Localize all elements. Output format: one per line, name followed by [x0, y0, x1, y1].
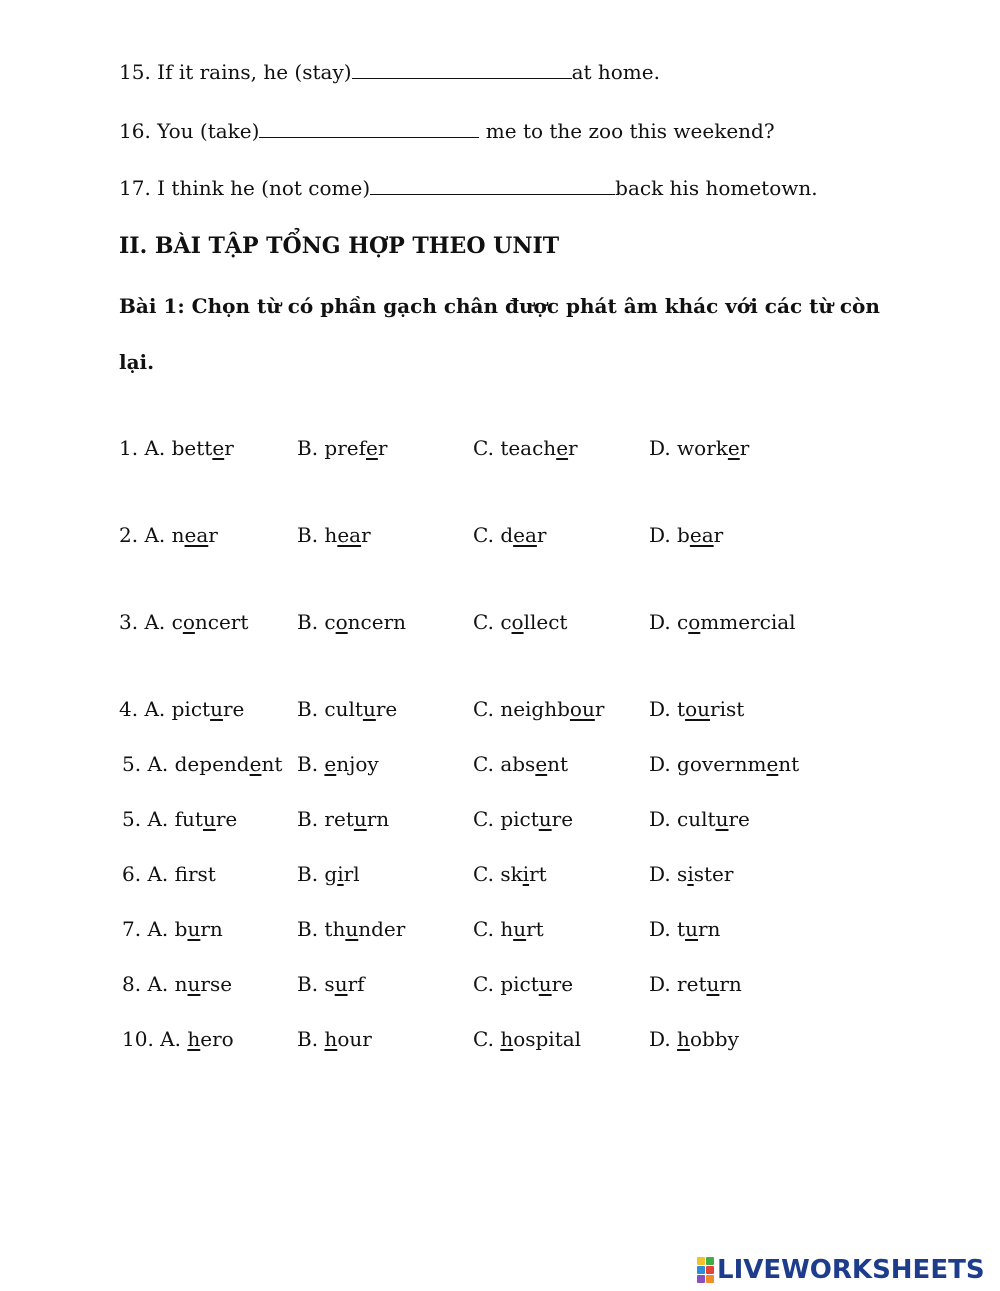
question-number: 2. [119, 523, 139, 547]
task-instruction-line1: Bài 1: Chọn từ có phần gạch chân được phát âm khác với các từ còn [119, 294, 880, 318]
word-part: abs [500, 752, 536, 776]
word-part: rt [526, 917, 544, 941]
word-part: nt [547, 752, 569, 776]
option-a[interactable] [122, 1027, 234, 1051]
option-a[interactable] [122, 862, 216, 886]
logo-square [697, 1257, 705, 1265]
option-label: A. [144, 436, 166, 460]
word-part: rst [187, 862, 216, 886]
word-part: rse [200, 972, 233, 996]
option-label: D. [649, 972, 671, 996]
option-b[interactable] [297, 807, 389, 831]
word-part: b [174, 917, 188, 941]
word-part: obby [689, 1027, 739, 1051]
underlined-part: u [706, 972, 720, 996]
word-part: depend [174, 752, 250, 776]
word-part: pict [171, 697, 211, 721]
underlined-part: u [685, 917, 698, 941]
word-part: re [215, 807, 238, 831]
word-part: re [375, 697, 398, 721]
answer-blank[interactable] [259, 121, 479, 138]
underlined-part: h [500, 1027, 514, 1051]
underlined-part: u [538, 807, 552, 831]
question-number: 7. [122, 917, 142, 941]
word-part: s [324, 972, 335, 996]
option-d[interactable] [649, 972, 742, 996]
question-row [0, 697, 1000, 727]
word-part: pict [500, 972, 539, 996]
option-label: B. [297, 862, 319, 886]
underlined-part: u [210, 697, 223, 721]
underlined-part: e [249, 752, 262, 776]
underlined-part: u [187, 972, 201, 996]
option-b[interactable] [297, 917, 405, 941]
option-a[interactable] [122, 752, 282, 776]
logo-square [706, 1275, 714, 1283]
option-label: D. [649, 610, 671, 634]
underlined-part: i [687, 862, 694, 886]
option-label: D. [649, 523, 671, 547]
underlined-part: u [353, 807, 367, 831]
word-part: rt [529, 862, 547, 886]
word-part: llect [523, 610, 568, 634]
word-part: g [324, 862, 338, 886]
option-label: A. [147, 752, 169, 776]
question-text-after: at home. [571, 60, 660, 84]
question-text-after: back his hometown. [615, 176, 818, 200]
option-a[interactable] [119, 610, 248, 634]
option-c[interactable] [473, 752, 568, 776]
option-d[interactable] [649, 752, 799, 776]
question-row [0, 610, 1000, 640]
option-label: A. [147, 972, 169, 996]
word-part: f [174, 862, 188, 886]
option-b[interactable] [297, 436, 387, 460]
underlined-part: e [727, 436, 740, 460]
underlined-part: o [688, 610, 701, 634]
option-d[interactable] [649, 697, 744, 721]
word-part: rl [343, 862, 360, 886]
word-part: njoy [336, 752, 379, 776]
word-part: fut [174, 807, 203, 831]
option-label: C. [473, 972, 494, 996]
option-a[interactable] [122, 807, 237, 831]
liveworksheets-logo [697, 1254, 985, 1286]
underlined-part: ou [569, 697, 595, 721]
underlined-part: u [202, 807, 216, 831]
option-b[interactable] [297, 862, 360, 886]
word-part: r [568, 436, 578, 460]
option-c[interactable] [473, 972, 573, 996]
word-part: cult [677, 807, 716, 831]
option-label: A. [144, 610, 166, 634]
option-label: A. [144, 697, 166, 721]
option-b[interactable] [297, 697, 397, 721]
option-label: A. [160, 1027, 181, 1051]
option-label: D. [649, 1027, 671, 1051]
word-part: r [713, 523, 724, 547]
word-part: re [222, 697, 245, 721]
question-row [0, 862, 1000, 892]
option-label: D. [649, 862, 671, 886]
option-label: B. [297, 610, 319, 634]
word-part: r [377, 436, 388, 460]
word-part: mmercial [700, 610, 796, 634]
logo-square [706, 1266, 714, 1274]
word-part: pict [500, 807, 539, 831]
word-part: pref [324, 436, 367, 460]
option-label: B. [297, 523, 319, 547]
word-part: our [337, 1027, 372, 1051]
word-part: ero [200, 1027, 234, 1051]
word-part: rf [347, 972, 365, 996]
word-part: teach [500, 436, 557, 460]
question-17 [119, 176, 818, 200]
option-label: A. [147, 917, 169, 941]
word-part: r [208, 523, 218, 547]
word-part: bett [171, 436, 213, 460]
option-d[interactable] [649, 862, 733, 886]
word-part: work [677, 436, 728, 460]
option-a[interactable] [119, 697, 244, 721]
underlined-part: h [324, 1027, 338, 1051]
option-label: B. [297, 436, 319, 460]
option-label: B. [297, 1027, 319, 1051]
word-part: nder [358, 917, 406, 941]
word-part: cult [324, 697, 363, 721]
option-label: C. [473, 862, 494, 886]
question-number: 8. [122, 972, 142, 996]
word-part: c [324, 610, 336, 634]
option-label: B. [297, 697, 319, 721]
section-title: II. BÀI TẬP TỔNG HỢP THEO UNIT [119, 233, 560, 259]
word-part: rn [366, 807, 390, 831]
option-label: B. [297, 752, 319, 776]
underlined-part: e [535, 752, 548, 776]
underlined-part: ea [337, 523, 362, 547]
question-row [0, 436, 1000, 466]
option-label: D. [649, 697, 671, 721]
answer-blank[interactable] [352, 62, 572, 79]
option-c[interactable] [473, 697, 604, 721]
option-label: B. [297, 807, 319, 831]
option-label: B. [297, 972, 319, 996]
option-label: C. [473, 697, 494, 721]
word-part: ret [324, 807, 354, 831]
underlined-part: u [538, 972, 552, 996]
option-d[interactable] [649, 807, 750, 831]
option-c[interactable] [473, 436, 578, 460]
underlined-part: i [522, 862, 530, 886]
logo-square [697, 1275, 705, 1283]
option-label: C. [473, 1027, 494, 1051]
word-part: sk [500, 862, 523, 886]
option-label: A. [147, 807, 169, 831]
word-part: t [677, 697, 686, 721]
option-label: C. [473, 752, 494, 776]
option-c[interactable] [473, 862, 547, 886]
logo-square [697, 1266, 705, 1274]
word-part: r [739, 436, 750, 460]
option-c[interactable] [473, 610, 567, 634]
underlined-part: i [337, 862, 344, 886]
underlined-part: u [715, 807, 729, 831]
word-part: ster [693, 862, 734, 886]
question-number: 10. [122, 1027, 154, 1051]
option-d[interactable] [649, 917, 720, 941]
underlined-part: u [345, 917, 359, 941]
question-row [0, 752, 1000, 782]
question-text-after: me to the zoo this weekend? [479, 119, 775, 143]
option-label: C. [473, 610, 494, 634]
word-part: r [536, 523, 547, 547]
underlined-part: u [362, 697, 376, 721]
task-instruction-line2: lại. [119, 350, 155, 374]
option-c[interactable] [473, 807, 573, 831]
underlined-part: ea [513, 523, 537, 547]
option-c[interactable] [473, 917, 544, 941]
word-part: re [728, 807, 750, 831]
question-number: 5. [122, 807, 142, 831]
underlined-part: e [366, 436, 378, 460]
underlined-part: u [334, 972, 348, 996]
underlined-part: ea [689, 523, 714, 547]
word-part: th [324, 917, 346, 941]
word-part: c [500, 610, 512, 634]
question-number: 3. [119, 610, 139, 634]
underlined-part: h [187, 1027, 201, 1051]
option-b[interactable] [297, 752, 379, 776]
underlined-part: o [182, 610, 195, 634]
word-part: re [551, 807, 574, 831]
option-d[interactable] [649, 610, 796, 634]
word-part: h [324, 523, 338, 547]
word-part: rist [710, 697, 745, 721]
option-a[interactable] [122, 917, 223, 941]
question-row [0, 523, 1000, 553]
word-part: neighb [500, 697, 570, 721]
question-number: 4. [119, 697, 139, 721]
word-part: r [224, 436, 234, 460]
option-a[interactable] [122, 972, 232, 996]
underlined-part: h [677, 1027, 690, 1051]
question-15 [119, 60, 660, 84]
word-part: s [677, 862, 688, 886]
logo-text: LIVEWORKSHEETS [717, 1255, 985, 1285]
question-row [0, 917, 1000, 947]
underlined-part: o [511, 610, 524, 634]
question-text: 17. I think he (not come) [119, 176, 371, 200]
word-part: ret [677, 972, 707, 996]
option-label: A. [147, 862, 169, 886]
option-label: C. [473, 436, 494, 460]
word-part: nt [778, 752, 800, 776]
word-part: rn [697, 917, 721, 941]
option-c[interactable] [473, 1027, 581, 1051]
underlined-part: e [766, 752, 779, 776]
word-part: r [361, 523, 371, 547]
option-b[interactable] [297, 523, 371, 547]
option-d[interactable] [649, 1027, 739, 1051]
underlined-part: e [556, 436, 569, 460]
word-part: ncert [194, 610, 249, 634]
underlined-part: e [212, 436, 225, 460]
word-part: d [500, 523, 514, 547]
question-row [0, 1027, 1000, 1057]
option-c[interactable] [473, 523, 546, 547]
question-row [0, 807, 1000, 837]
option-label: D. [649, 807, 671, 831]
option-label: D. [649, 917, 671, 941]
word-part: c [677, 610, 689, 634]
underlined-part: u [513, 917, 527, 941]
word-part: nt [261, 752, 283, 776]
option-label: B. [297, 917, 319, 941]
underlined-part: ou [685, 697, 711, 721]
word-part: r [594, 697, 605, 721]
answer-blank[interactable] [370, 178, 615, 195]
option-label: D. [649, 436, 671, 460]
question-text: 16. You (take) [119, 119, 260, 143]
word-part: t [677, 917, 686, 941]
option-a[interactable] [119, 436, 234, 460]
logo-square [706, 1257, 714, 1265]
question-number: 6. [122, 862, 142, 886]
option-label: C. [473, 523, 494, 547]
word-part: n [174, 972, 188, 996]
question-16 [119, 119, 775, 143]
word-part: rn [719, 972, 742, 996]
underlined-part: u [187, 917, 201, 941]
option-b[interactable] [297, 610, 406, 634]
option-label: D. [649, 752, 671, 776]
logo-mark-icon [697, 1257, 714, 1283]
question-row [0, 972, 1000, 1002]
word-part: governm [677, 752, 767, 776]
option-label: C. [473, 807, 494, 831]
underlined-part: e [324, 752, 337, 776]
word-part: b [677, 523, 690, 547]
underlined-part: o [335, 610, 348, 634]
word-part: h [500, 917, 514, 941]
option-d[interactable] [649, 523, 723, 547]
option-label: A. [144, 523, 166, 547]
word-part: ospital [513, 1027, 582, 1051]
word-part: c [171, 610, 183, 634]
word-part: n [171, 523, 185, 547]
option-d[interactable] [649, 436, 749, 460]
question-number: 5. [122, 752, 142, 776]
word-part: rn [200, 917, 223, 941]
option-b[interactable] [297, 1027, 372, 1051]
question-number: 1. [119, 436, 139, 460]
word-part: ncern [347, 610, 407, 634]
question-text: 15. If it rains, he (stay) [119, 60, 352, 84]
underlined-part: ea [184, 523, 209, 547]
word-part: re [551, 972, 574, 996]
option-a[interactable] [119, 523, 218, 547]
option-b[interactable] [297, 972, 365, 996]
option-label: C. [473, 917, 494, 941]
